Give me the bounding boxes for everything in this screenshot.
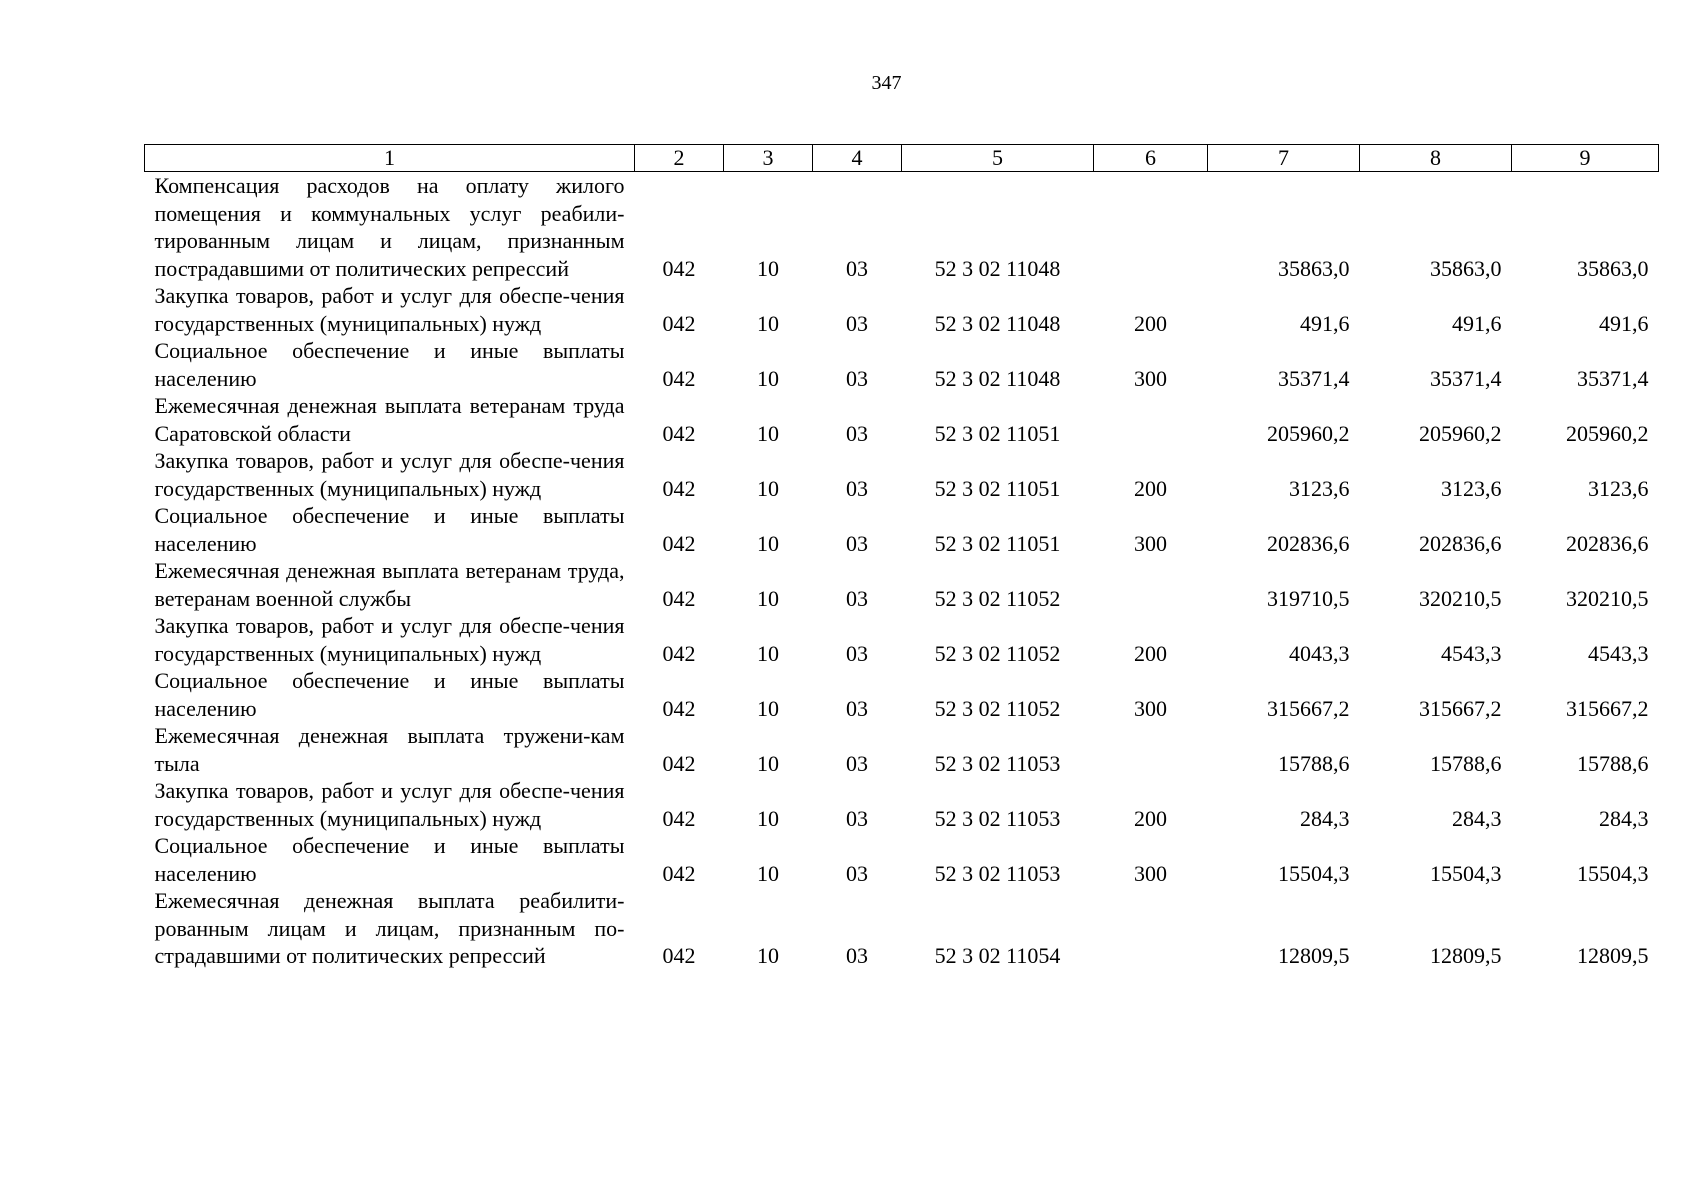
row-name-cell: Ежемесячная денежная выплата ветеранам труда, ветеранам военной службы	[154, 558, 625, 611]
amount-col8-cell: 315667,2	[1419, 695, 1502, 721]
target-article-cell: 52 3 02 11052	[934, 640, 1061, 666]
expense-type-cell: 200	[1134, 805, 1167, 831]
ministry-code-cell: 042	[662, 310, 696, 336]
amount-col7-cell: 35371,4	[1278, 365, 1350, 391]
amount-col7-cell: 15788,6	[1278, 750, 1350, 776]
section-code-cell: 10	[757, 640, 779, 666]
amount-col7-cell: 315667,2	[1267, 695, 1350, 721]
subsection-code-cell: 03	[846, 420, 868, 446]
table-row	[145, 337, 1659, 392]
expense-type-cell: 200	[1134, 310, 1167, 336]
section-code-cell: 10	[757, 365, 779, 391]
ministry-code-cell: 042	[662, 805, 696, 831]
row-name-cell: Ежемесячная денежная выплата реабилити-рованным лицам и лицам, признанным по-страдавшими от политических репрессий	[154, 888, 625, 968]
section-code-cell: 10	[757, 255, 779, 281]
row-name-cell: Закупка товаров, работ и услуг для обеспе-чения государственных (муниципальных) нужд	[154, 778, 625, 831]
section-code-cell: 10	[757, 310, 779, 336]
section-code-cell: 10	[757, 530, 779, 556]
section-code-cell: 10	[757, 943, 779, 968]
row-name-cell: Социальное обеспечение и иные выплаты населению	[154, 668, 625, 721]
subsection-code-cell: 03	[846, 805, 868, 831]
amount-col9-cell: 15504,3	[1577, 860, 1649, 886]
expense-type-cell: 300	[1134, 530, 1167, 556]
target-article-cell: 52 3 02 11051	[934, 475, 1061, 501]
target-article-cell: 52 3 02 11052	[934, 695, 1061, 721]
expense-type-cell	[1094, 557, 1208, 612]
amount-col8-cell: 205960,2	[1419, 420, 1502, 446]
table-row	[145, 557, 1659, 612]
amount-col7-cell: 205960,2	[1267, 420, 1350, 446]
amount-col8-cell: 35863,0	[1430, 255, 1502, 281]
amount-col8-cell: 15788,6	[1430, 750, 1502, 776]
column-header: 3	[724, 145, 813, 172]
target-article-cell: 52 3 02 11054	[934, 943, 1061, 968]
subsection-code-cell: 03	[846, 640, 868, 666]
amount-col8-cell: 284,3	[1452, 805, 1502, 831]
amount-col8-cell: 15504,3	[1430, 860, 1502, 886]
table-row	[145, 722, 1659, 777]
row-name-cell: Социальное обеспечение и иные выплаты населению	[154, 503, 625, 556]
subsection-code-cell: 03	[846, 860, 868, 886]
ministry-code-cell: 042	[662, 365, 696, 391]
table-row	[145, 887, 1659, 970]
expense-type-cell: 300	[1134, 860, 1167, 886]
section-code-cell: 10	[757, 420, 779, 446]
amount-col7-cell: 202836,6	[1267, 530, 1350, 556]
column-header: 1	[145, 145, 635, 172]
ministry-code-cell: 042	[662, 695, 696, 721]
expense-type-cell	[1094, 172, 1208, 283]
amount-col9-cell: 3123,6	[1588, 475, 1649, 501]
column-header: 8	[1360, 145, 1512, 172]
target-article-cell: 52 3 02 11053	[934, 860, 1061, 886]
row-name-cell: Закупка товаров, работ и услуг для обеспе-чения государственных (муниципальных) нужд	[154, 448, 625, 501]
ministry-code-cell: 042	[662, 255, 696, 281]
subsection-code-cell: 03	[846, 310, 868, 336]
ministry-code-cell: 042	[662, 420, 696, 446]
expense-type-cell	[1094, 887, 1208, 970]
amount-col7-cell: 35863,0	[1278, 255, 1350, 281]
expense-type-cell	[1094, 392, 1208, 447]
table-row	[145, 172, 1659, 283]
amount-col8-cell: 4543,3	[1441, 640, 1502, 666]
target-article-cell: 52 3 02 11048	[934, 255, 1061, 281]
amount-col7-cell: 284,3	[1300, 805, 1350, 831]
amount-col9-cell: 35863,0	[1577, 255, 1649, 281]
ministry-code-cell: 042	[662, 640, 696, 666]
table-row	[145, 392, 1659, 447]
amount-col7-cell: 491,6	[1300, 310, 1350, 336]
row-name-cell: Ежемесячная денежная выплата ветеранам труда Саратовской области	[154, 393, 625, 446]
amount-col7-cell: 15504,3	[1278, 860, 1350, 886]
target-article-cell: 52 3 02 11048	[934, 310, 1061, 336]
table-row	[145, 502, 1659, 557]
section-code-cell: 10	[757, 475, 779, 501]
ministry-code-cell: 042	[662, 750, 696, 776]
target-article-cell: 52 3 02 11053	[934, 805, 1061, 831]
table-row	[145, 612, 1659, 667]
column-header: 6	[1094, 145, 1208, 172]
target-article-cell: 52 3 02 11053	[934, 750, 1061, 776]
expense-type-cell	[1094, 722, 1208, 777]
amount-col8-cell: 202836,6	[1419, 530, 1502, 556]
amount-col9-cell: 205960,2	[1566, 420, 1649, 446]
row-name-cell: Компенсация расходов на оплату жилого помещения и коммунальных услуг реабили-тированным лицам и лицам, признанным пострадавшими от политических репрессий	[154, 173, 625, 281]
target-article-cell: 52 3 02 11048	[934, 365, 1061, 391]
table-row	[145, 282, 1659, 337]
table-row	[145, 832, 1659, 887]
section-code-cell: 10	[757, 695, 779, 721]
page-number: 347	[871, 72, 902, 94]
amount-col8-cell: 35371,4	[1430, 365, 1502, 391]
row-name-cell: Закупка товаров, работ и услуг для обеспе-чения государственных (муниципальных) нужд	[154, 613, 625, 666]
subsection-code-cell: 03	[846, 943, 868, 968]
table-row	[145, 667, 1659, 722]
table-header-row	[145, 145, 1659, 172]
ministry-code-cell: 042	[662, 585, 696, 611]
table-row	[145, 447, 1659, 502]
expense-type-cell: 200	[1134, 475, 1167, 501]
amount-col7-cell: 12809,5	[1278, 943, 1350, 968]
amount-col9-cell: 12809,5	[1577, 943, 1649, 968]
subsection-code-cell: 03	[846, 695, 868, 721]
row-name-cell: Закупка товаров, работ и услуг для обеспе-чения государственных (муниципальных) нужд	[154, 283, 625, 336]
amount-col8-cell: 12809,5	[1430, 943, 1502, 968]
subsection-code-cell: 03	[846, 255, 868, 281]
amount-col9-cell: 4543,3	[1588, 640, 1649, 666]
amount-col9-cell: 491,6	[1599, 310, 1649, 336]
row-name-cell: Ежемесячная денежная выплата тружени-кам тыла	[154, 723, 625, 776]
amount-col9-cell: 320210,5	[1566, 585, 1649, 611]
amount-col8-cell: 3123,6	[1441, 475, 1502, 501]
column-header: 9	[1512, 145, 1659, 172]
expense-type-cell: 300	[1134, 695, 1167, 721]
target-article-cell: 52 3 02 11051	[934, 530, 1061, 556]
amount-col7-cell: 4043,3	[1289, 640, 1350, 666]
amount-col7-cell: 319710,5	[1267, 585, 1350, 611]
subsection-code-cell: 03	[846, 365, 868, 391]
expense-type-cell: 300	[1134, 365, 1167, 391]
section-code-cell: 10	[757, 860, 779, 886]
column-header: 2	[635, 145, 724, 172]
row-name-cell: Социальное обеспечение и иные выплаты населению	[154, 338, 625, 391]
amount-col8-cell: 320210,5	[1419, 585, 1502, 611]
subsection-code-cell: 03	[846, 750, 868, 776]
row-name-cell: Социальное обеспечение и иные выплаты населению	[154, 833, 625, 886]
section-code-cell: 10	[757, 805, 779, 831]
target-article-cell: 52 3 02 11051	[934, 420, 1061, 446]
section-code-cell: 10	[757, 585, 779, 611]
target-article-cell: 52 3 02 11052	[934, 585, 1061, 611]
amount-col8-cell: 491,6	[1452, 310, 1502, 336]
subsection-code-cell: 03	[846, 530, 868, 556]
subsection-code-cell: 03	[846, 585, 868, 611]
amount-col7-cell: 3123,6	[1289, 475, 1350, 501]
amount-col9-cell: 15788,6	[1577, 750, 1649, 776]
amount-col9-cell: 35371,4	[1577, 365, 1649, 391]
column-header: 5	[902, 145, 1094, 172]
ministry-code-cell: 042	[662, 860, 696, 886]
section-code-cell: 10	[757, 750, 779, 776]
column-header: 4	[813, 145, 902, 172]
table-body	[145, 172, 1659, 970]
ministry-code-cell: 042	[662, 943, 696, 968]
ministry-code-cell: 042	[662, 475, 696, 501]
amount-col9-cell: 284,3	[1599, 805, 1649, 831]
amount-col9-cell: 315667,2	[1566, 695, 1649, 721]
subsection-code-cell: 03	[846, 475, 868, 501]
table-row	[145, 777, 1659, 832]
expense-type-cell: 200	[1134, 640, 1167, 666]
amount-col9-cell: 202836,6	[1566, 530, 1649, 556]
budget-table	[144, 144, 1659, 970]
ministry-code-cell: 042	[662, 530, 696, 556]
column-header: 7	[1208, 145, 1360, 172]
